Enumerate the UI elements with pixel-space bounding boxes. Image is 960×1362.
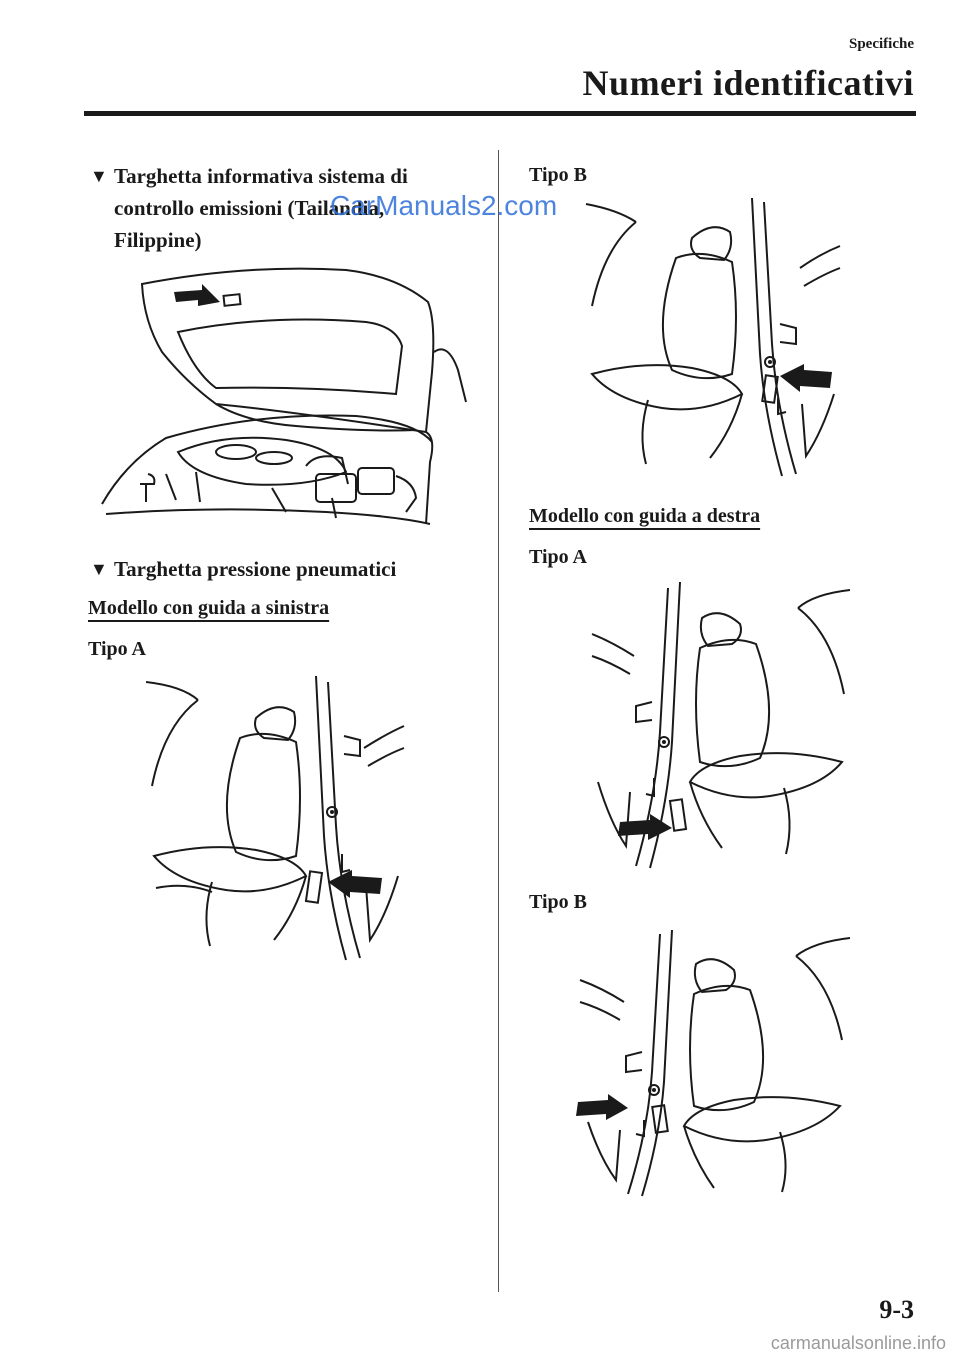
tire-pressure-heading	[90, 553, 397, 585]
bullet-triangle-icon: ▼	[90, 559, 108, 579]
section-label: Specifiche	[849, 36, 914, 52]
emission-heading-line2: controllo emissioni (Tailandia,	[114, 196, 385, 220]
tire-heading-text: Targhetta pressione pneumatici	[114, 557, 397, 581]
arrow-icon	[780, 364, 832, 392]
lhd-type-b-label: Tipo B	[529, 164, 587, 186]
arrow-icon	[576, 1094, 628, 1120]
door-pillar-illustration-lhd-a	[146, 676, 410, 966]
lhd-subheading: Modello con guida a sinistra	[88, 597, 330, 619]
emission-heading-line1: Targhetta informativa sistema di	[114, 164, 408, 188]
page-title: Numeri identificativi	[582, 63, 914, 103]
page-number: 9-3	[879, 1295, 914, 1324]
rhd-type-a-label: Tipo A	[529, 546, 587, 568]
watermark: CarManuals2.com	[330, 190, 558, 221]
bullet-triangle-icon: ▼	[90, 166, 108, 186]
door-pillar-illustration-rhd-a	[588, 582, 850, 870]
footer-logo: carmanualsonline.info	[770, 1333, 946, 1353]
column-divider	[498, 150, 499, 1292]
arrow-icon	[174, 284, 220, 306]
lhd-type-a-label: Tipo A	[88, 638, 146, 660]
rhd-type-b-label: Tipo B	[529, 891, 587, 913]
rhd-subheading: Modello con guida a destra	[529, 505, 761, 527]
arrow-icon	[328, 870, 382, 898]
emission-heading-line3: Filippine)	[114, 228, 202, 252]
door-pillar-illustration-lhd-b	[584, 198, 842, 482]
door-pillar-illustration-rhd-b	[576, 930, 850, 1198]
hood-illustration	[96, 262, 472, 532]
header-rule	[84, 111, 916, 116]
